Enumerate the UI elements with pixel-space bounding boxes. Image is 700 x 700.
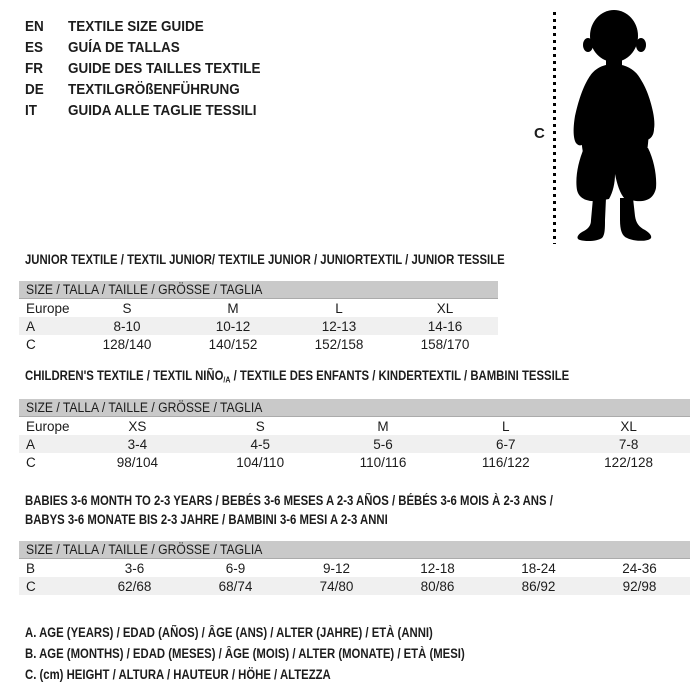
size-cell: XL <box>620 418 637 434</box>
babies-table <box>19 541 690 595</box>
row-label: Europe <box>26 418 70 434</box>
row-label: A <box>26 436 36 452</box>
height-measure-label: C <box>534 125 545 142</box>
value-cell: 122/128 <box>604 454 653 470</box>
value-cell: 7-8 <box>618 436 639 452</box>
value-cell: 128/140 <box>102 336 152 352</box>
babies-section-title: BABIES 3-6 MONTH TO 2-3 YEARS / BEBÉS 3-6 MESES A 2-3 AÑOS / BÉBÉS 3-6 MOIS À 2-3 ANS / BABYS 3-6 MONATE BIS 2-3 JAHRE / BAMBINI 3-6 MESI A 2-3 ANNI <box>25 493 553 527</box>
value-cell: 6-7 <box>496 436 516 452</box>
row-label: C <box>26 578 36 594</box>
language-label: GUIDE DES TAILLES TEXTILE <box>68 60 261 77</box>
value-cell: 80/86 <box>420 578 455 594</box>
row-label: Europe <box>26 300 70 316</box>
language-label: GUIDA ALLE TAGLIE TESSILI <box>68 102 257 119</box>
language-row-es <box>25 37 282 58</box>
size-cell: L <box>335 300 343 316</box>
row-label: A <box>26 318 36 334</box>
junior-row-age <box>19 317 498 335</box>
children-size-header: SIZE / TALLA / TAILLE / GRÖSSE / TAGLIA <box>19 399 690 417</box>
height-dotted-line <box>553 12 556 244</box>
value-cell: 12-18 <box>420 560 455 576</box>
row-label: C <box>26 454 36 470</box>
value-cell: 24-36 <box>622 560 657 576</box>
size-cell: S <box>255 418 265 434</box>
value-cell: 152/158 <box>314 336 364 352</box>
value-cell: 5-6 <box>373 436 393 452</box>
footnote-c: C. (cm) HEIGHT / ALTURA / HAUTEUR / HÖHE / ALTEZZA <box>25 667 331 682</box>
language-row-en <box>25 16 282 37</box>
junior-section-title: JUNIOR TEXTILE / TEXTIL JUNIOR/ TEXTILE JUNIOR / JUNIORTEXTIL / JUNIOR TESSILE <box>25 252 505 267</box>
footnote-b: B. AGE (MONTHS) / EDAD (MESES) / ÂGE (MOIS) / ALTER (MONATE) / ETÀ (MESI) <box>25 646 465 661</box>
gender-subscript: /A <box>223 374 231 385</box>
value-cell: 8-10 <box>113 318 141 334</box>
value-cell: 62/68 <box>117 578 152 594</box>
value-cell: 18-24 <box>521 560 556 576</box>
value-cell: 6-9 <box>225 560 246 576</box>
language-row-it <box>25 100 282 121</box>
row-label: C <box>26 336 36 352</box>
language-code: FR <box>25 60 43 77</box>
children-row-height <box>19 453 690 471</box>
value-cell: 3-4 <box>127 436 148 452</box>
row-label: B <box>26 560 36 576</box>
value-cell: 10-12 <box>215 318 251 334</box>
value-cell: 68/74 <box>218 578 253 594</box>
language-code: EN <box>25 18 44 35</box>
value-cell: 74/80 <box>319 578 354 594</box>
language-row-de <box>25 79 282 100</box>
value-cell: 110/116 <box>359 454 407 470</box>
language-code: ES <box>25 39 44 56</box>
value-cell: 4-5 <box>250 436 270 452</box>
value-cell: 92/98 <box>622 578 657 594</box>
junior-row-height <box>19 335 498 353</box>
size-cell: L <box>502 418 510 434</box>
toddler-silhouette-icon <box>562 8 670 244</box>
size-cell: XS <box>128 418 147 434</box>
junior-table <box>19 281 498 353</box>
babies-row-months <box>19 559 690 577</box>
size-cell: M <box>377 418 389 434</box>
value-cell: 98/104 <box>116 454 159 470</box>
junior-size-header: SIZE / TALLA / TAILLE / GRÖSSE / TAGLIA <box>19 281 498 299</box>
language-label: GUÍA DE TALLAS <box>68 39 180 56</box>
value-cell: 12-13 <box>321 318 357 334</box>
value-cell: 104/110 <box>236 454 285 470</box>
size-cell: S <box>122 300 132 316</box>
language-code: IT <box>25 102 38 119</box>
footnotes <box>25 622 548 685</box>
babies-row-height <box>19 577 690 595</box>
value-cell: 116/122 <box>481 454 530 470</box>
size-cell: XL <box>436 300 454 316</box>
children-row-age <box>19 435 690 453</box>
size-cell: M <box>227 300 239 316</box>
value-cell: 9-12 <box>322 560 351 576</box>
language-label: TEXTILE SIZE GUIDE <box>68 18 204 35</box>
language-code: DE <box>25 81 44 98</box>
value-cell: 3-6 <box>124 560 145 576</box>
babies-size-header: SIZE / TALLA / TAILLE / GRÖSSE / TAGLIA <box>19 541 690 559</box>
language-list <box>25 16 282 121</box>
children-row-europe <box>19 417 690 435</box>
language-row-fr <box>25 58 282 79</box>
junior-row-europe <box>19 299 498 317</box>
value-cell: 140/152 <box>208 336 258 352</box>
value-cell: 86/92 <box>521 578 556 594</box>
footnote-a: A. AGE (YEARS) / EDAD (AÑOS) / ÂGE (ANS) / ALTER (JAHRE) / ETÀ (ANNI) <box>25 625 433 640</box>
language-label: TEXTILGRÖßENFÜHRUNG <box>68 81 240 98</box>
value-cell: 158/170 <box>420 336 470 352</box>
value-cell: 14-16 <box>427 318 463 334</box>
children-section-title: CHILDREN'S TEXTILE / TEXTIL $NIÑO_{/A}$ / TEXTILE DES ENFANTS / KINDERTEXTIL / BAMBINI TESSILE <box>25 368 570 385</box>
children-table <box>19 399 690 471</box>
